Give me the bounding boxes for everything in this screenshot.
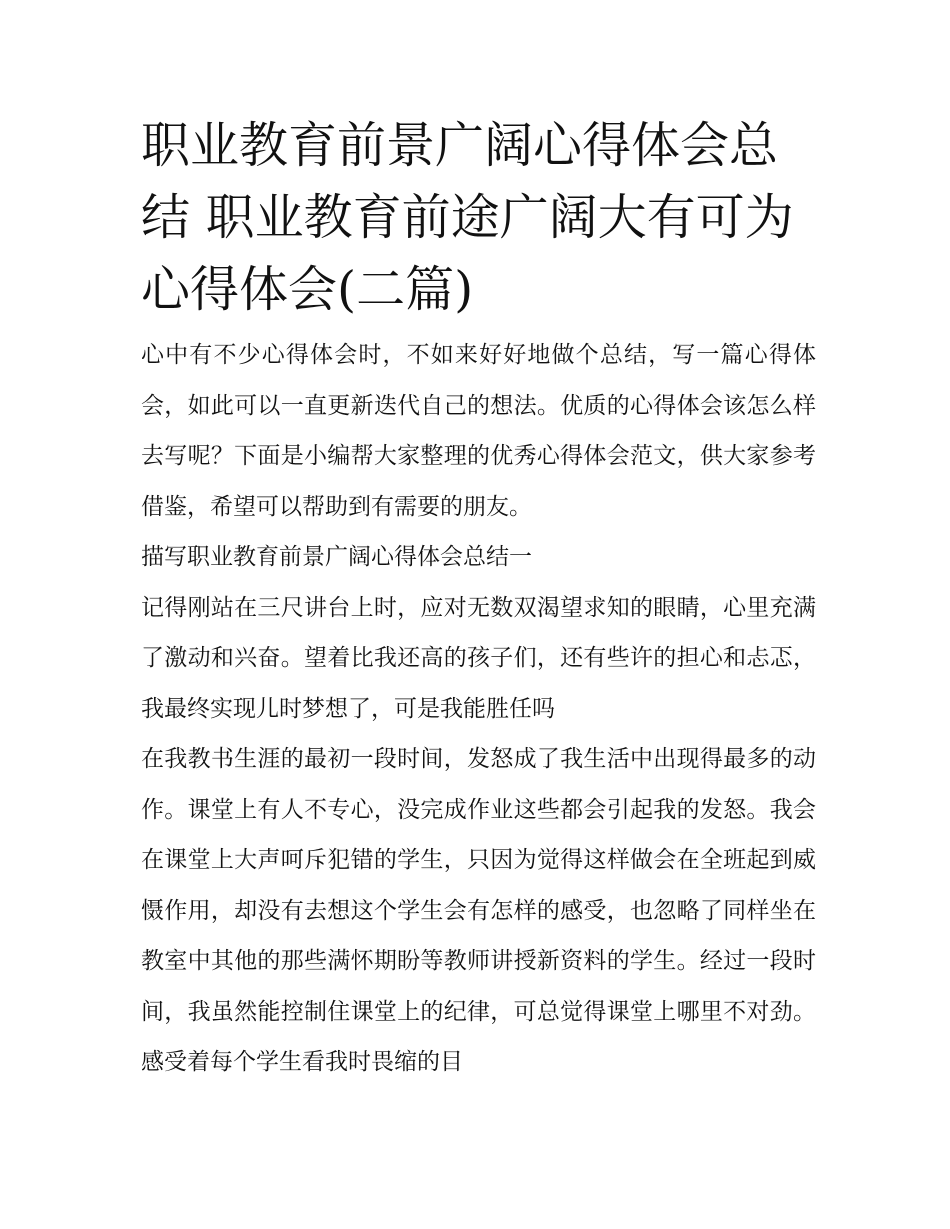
- intro-paragraph: 心中有不少心得体会时，不如来好好地做个总结，写一篇心得体会，如此可以一直更新迭代自己的想法。优质的心得体会该怎么样去写呢？下面是小编帮大家整理的优秀心得体会范文，供大家参考借鉴，希望可以帮助到有需要的朋友。: [141, 342, 816, 520]
- body-paragraph: 在我教书生涯的最初一段时间，发怒成了我生活中出现得最多的动作。课堂上有人不专心，没完成作业这些都会引起我的发怒。我会在课堂上大声呵斥犯错的学生，只因为觉得这样做会在全班起到威慑作用，却没有去想这个学生会有怎样的感受，也忽略了同样坐在教室中其他的那些满怀期盼等教师讲授新资料的学生。经过一段时间，我虽然能控制住课堂上的纪律，可总觉得课堂上哪里不对劲。感受着每个学生看我时畏缩的目: [141, 746, 816, 1075]
- body-paragraph: 记得刚站在三尺讲台上时，应对无数双渴望求知的眼睛，心里充满了激动和兴奋。望着比我还高的孩子们，还有些许的担心和忐忑，我最终实现儿时梦想了，可是我能胜任吗: [141, 594, 816, 722]
- document-title: 职业教育前景广阔心得体会总结 职业教育前途广阔大有可为心得体会(二篇): [141, 117, 794, 318]
- section-heading: 描写职业教育前景广阔心得体会总结一: [141, 544, 532, 570]
- document-page: [141, 110, 816, 1088]
